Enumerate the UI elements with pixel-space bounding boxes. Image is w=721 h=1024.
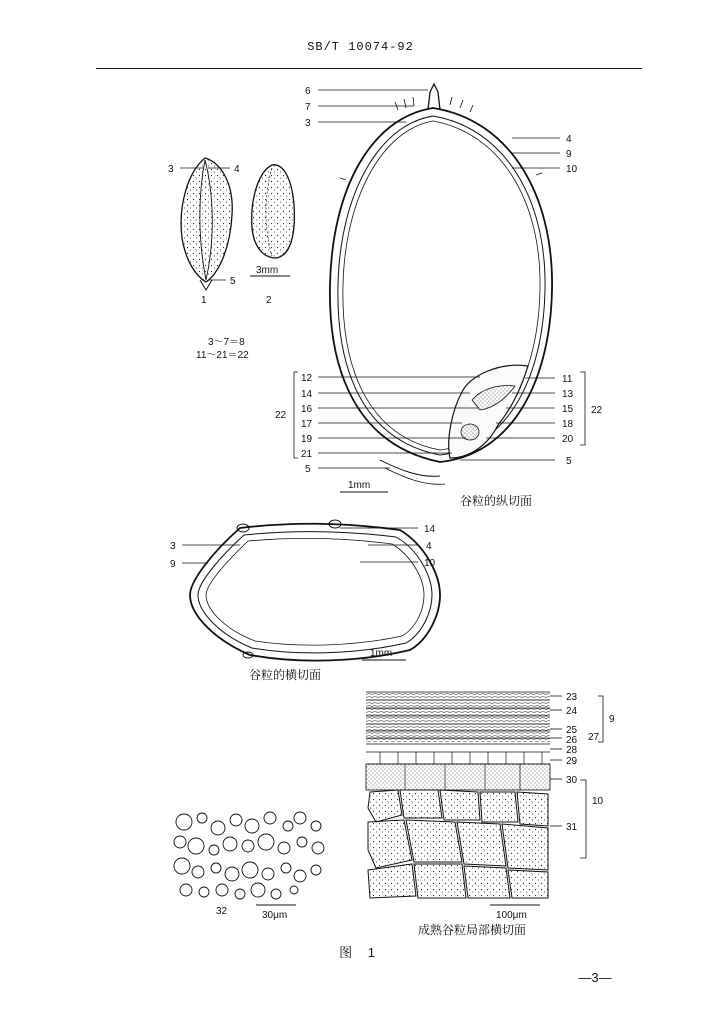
long-label-18: 18 (562, 419, 574, 430)
long-label-6: 6 (305, 86, 311, 97)
grain-label-4: 4 (234, 164, 240, 175)
starch-scale-label: 30μm (262, 910, 288, 921)
long-label-4: 4 (566, 134, 572, 145)
long-label-16: 16 (301, 404, 313, 415)
long-label-19: 19 (301, 434, 313, 445)
grain-1-number: 1 (201, 295, 207, 306)
tissue-label-23: 23 (566, 692, 578, 703)
long-label-14: 14 (301, 389, 313, 400)
long-group-22-right: 22 (591, 405, 603, 416)
trans-label-14: 14 (424, 524, 436, 535)
tissue-group-10: 10 (592, 796, 604, 807)
trans-label-9: 9 (170, 559, 176, 570)
page-number: —3— (578, 970, 612, 985)
equation-3-7: 3～7＝8 (208, 337, 245, 348)
long-scale-label: 1mm (348, 480, 371, 491)
tissue-label-30: 30 (566, 775, 578, 786)
long-label-9: 9 (566, 149, 572, 160)
grain-scale-label: 3mm (256, 265, 279, 276)
tissue-label-25: 25 (566, 725, 578, 736)
standard-code: SB/T 10074-92 (307, 40, 414, 54)
tissue-section-drawing (366, 692, 550, 898)
tissue-label-26: 26 (566, 735, 578, 746)
transverse-leaders (182, 528, 418, 563)
starch-number: 32 (216, 906, 228, 917)
transverse-section-drawing (190, 520, 440, 661)
longitudinal-leaders (294, 90, 585, 468)
grain-label-5: 5 (230, 276, 236, 287)
long-label-13: 13 (562, 389, 574, 400)
long-label-11: 11 (562, 374, 573, 385)
tissue-label-29: 29 (566, 756, 578, 767)
tissue-label-27: 27 (588, 732, 600, 743)
trans-label-10: 10 (424, 558, 436, 569)
long-label-10: 10 (566, 164, 578, 175)
grain-2-number: 2 (266, 295, 272, 306)
starch-granules-drawing (174, 812, 324, 899)
long-label-3: 3 (305, 118, 311, 129)
trans-label-3: 3 (170, 541, 176, 552)
tissue-label-24: 24 (566, 706, 578, 717)
long-label-5-right: 5 (566, 456, 572, 467)
equation-11-21: 11～21＝22 (196, 350, 249, 361)
long-caption: 谷粒的纵切面 (460, 494, 533, 508)
long-group-22-left: 22 (275, 410, 287, 421)
trans-label-4: 4 (426, 541, 432, 552)
long-label-20: 20 (562, 434, 574, 445)
tissue-group-9: 9 (609, 714, 615, 725)
tissue-scale-label: 100μm (496, 910, 527, 921)
grain-label-3: 3 (168, 164, 174, 175)
grain-1-drawing (181, 158, 232, 290)
long-label-17: 17 (301, 419, 313, 430)
grain-2-drawing (252, 165, 295, 258)
tissue-label-28: 28 (566, 745, 578, 756)
trans-scale-label: 1mm (370, 648, 393, 659)
long-label-7: 7 (305, 102, 311, 113)
longitudinal-section-drawing (330, 84, 552, 484)
long-label-12: 12 (301, 373, 313, 384)
long-label-15: 15 (562, 404, 574, 415)
long-label-21: 21 (301, 449, 313, 460)
trans-caption: 谷粒的横切面 (249, 668, 322, 682)
long-label-5-left: 5 (305, 464, 311, 475)
tissue-label-31: 31 (566, 822, 578, 833)
tissue-caption: 成熟谷粒局部横切面 (418, 923, 527, 937)
figure-label: 图 1 (339, 945, 381, 960)
